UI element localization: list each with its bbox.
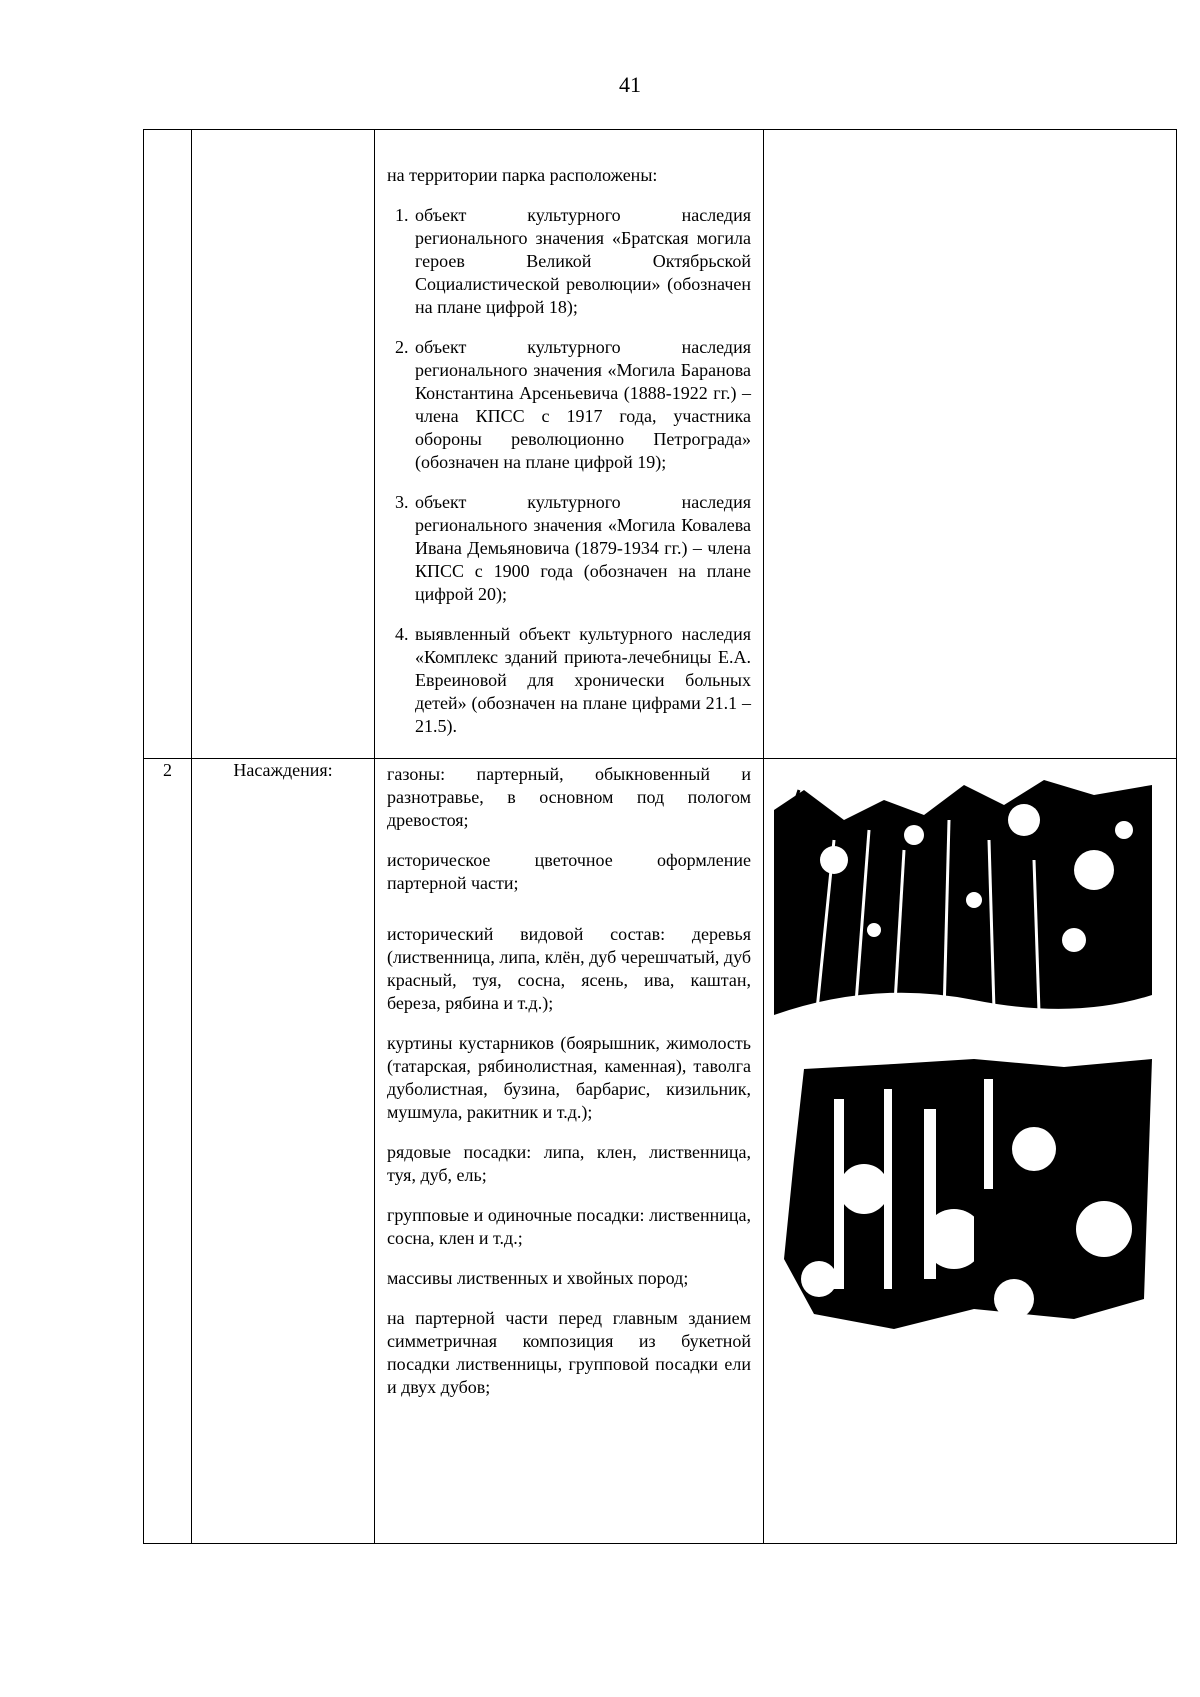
plantings-paragraph: рядовые посадки: липа, клен, лиственница, туя, дуб, ель; xyxy=(387,1142,751,1185)
list-item: 1. объект культурного наследия регионального значения «Братская могила героев Великой Октябрьской Социалистической революции» (обозначен на плане цифрой 18); xyxy=(413,204,751,319)
park-photo-lower xyxy=(774,1059,1152,1349)
table-row xyxy=(144,759,1177,1544)
row-content-cell xyxy=(375,130,764,759)
list-item: 2. объект культурного наследия регионального значения «Могила Баранова Константина Арсеньевича (1888-1922 гг.) – члена КПСС с 1917 года, участника обороны революционно Петрограда» (обозначен на плане цифрой 19); xyxy=(413,336,751,474)
row-number-cell xyxy=(144,130,192,759)
plantings-paragraph: групповые и одиночные посадки: лиственница, сосна, клен и т.д.; xyxy=(387,1205,751,1248)
list-item: 4. выявленный объект культурного наследия «Комплекс зданий приюта-лечебницы Е.А. Евреиновой для хронически больных детей» (обозначен на плане цифрами 21.1 – 21.5). xyxy=(413,623,751,738)
plantings-paragraph: массивы лиственных и хвойных пород; xyxy=(387,1268,689,1288)
row-image-cell xyxy=(764,130,1177,759)
plantings-paragraph: на партерной части перед главным зданием симметричная композиция из букетной посадки лиственницы, групповой посадки ели и двух дубов; xyxy=(387,1308,751,1397)
table-row xyxy=(144,130,1177,759)
plantings-paragraph: газоны: партерный, обыкновенный и разнотравье, в основном под пологом древостоя; xyxy=(387,764,751,830)
park-photo-upper xyxy=(774,780,1152,1050)
plantings-paragraph: историческое цветочное оформление партерной части; xyxy=(387,850,751,893)
row-label-cell xyxy=(192,130,375,759)
plantings-paragraph: исторический видовой состав: деревья (лиственница, липа, клён, дуб черешчатый, дуб красный, туя, сосна, ясень, ива, каштан, береза, рябина и т.д.); xyxy=(387,924,751,1013)
page-number: 41 xyxy=(619,72,641,97)
row-content-cell xyxy=(375,759,764,1544)
plantings-paragraph: куртины кустарников (боярышник, жимолость (татарская, рябинолистная, каменная), таволга дуболистная, бузина, барбарис, кизильник, мушмула, ракитник и т.д.); xyxy=(387,1033,751,1122)
heritage-list xyxy=(387,204,751,738)
row-image-cell xyxy=(764,759,1177,1544)
row-number-cell: 2 xyxy=(144,759,192,1544)
list-item: 3. объект культурного наследия регионального значения «Могила Ковалева Ивана Демьяновича (1879-1934 гг.) – члена КПСС с 1900 года (обозначен на плане цифрой 20); xyxy=(413,491,751,606)
row-label-cell: Насаждения: xyxy=(192,759,375,1544)
intro-text: на территории парка расположены: xyxy=(387,165,658,185)
heritage-table xyxy=(143,129,1177,1544)
